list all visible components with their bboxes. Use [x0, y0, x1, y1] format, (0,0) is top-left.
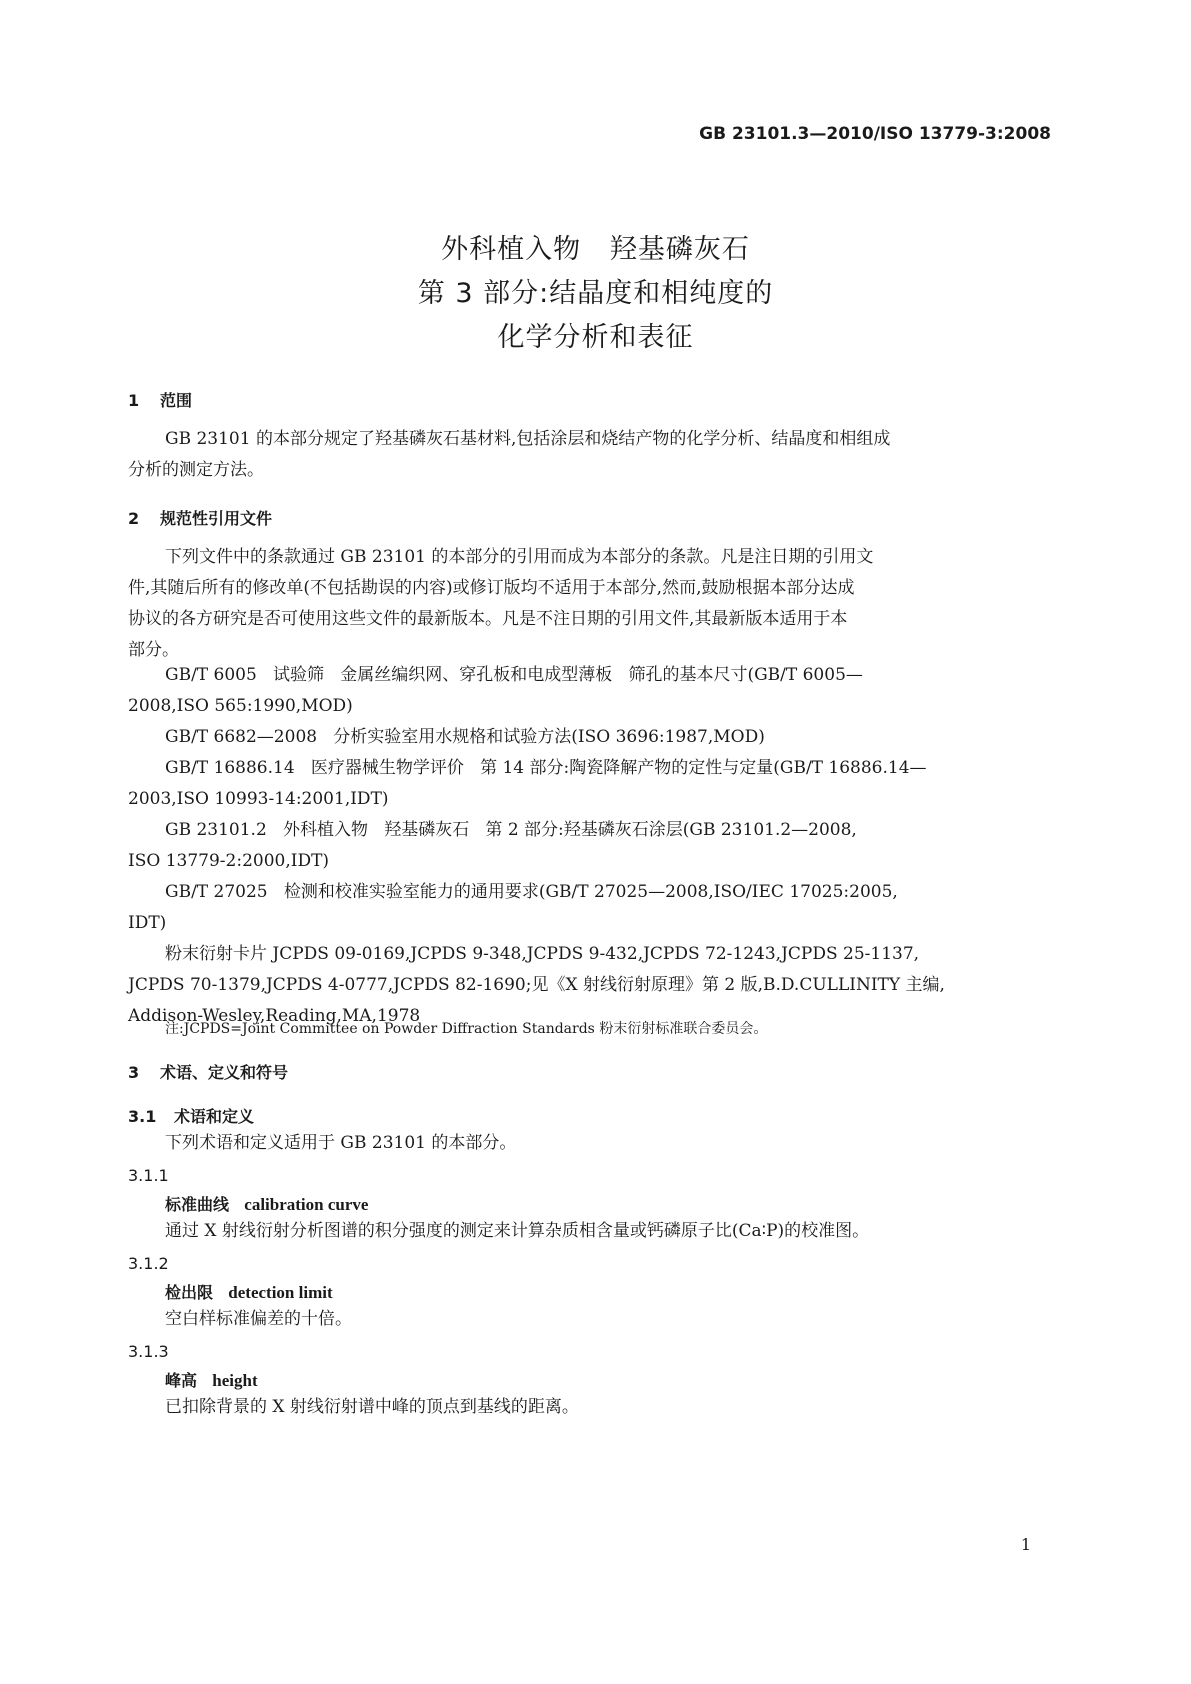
term-entry	[165, 1192, 368, 1215]
paragraph-line: 部分。	[128, 640, 179, 660]
reference-entry	[128, 722, 945, 753]
term-definition: 已扣除背景的 X 射线衍射谱中峰的顶点到基线的距离。	[165, 1397, 579, 1417]
normative-references	[128, 660, 945, 1032]
section-number: 2	[128, 509, 140, 528]
reference-entry	[128, 877, 945, 939]
section-title: 规范性引用文件	[160, 509, 273, 528]
reference-line: GB/T 27025 检测和校准实验室能力的通用要求(GB/T 27025—2008,ISO/IEC 17025:2005,	[165, 882, 898, 902]
section-3-heading	[128, 1060, 288, 1083]
section-2-intro	[128, 542, 873, 666]
reference-line: JCPDS 70-1379,JCPDS 4-0777,JCPDS 82-1690;见《X 射线衍射原理》第 2 版,B.D.CULLINITY 主编,	[128, 975, 945, 995]
reference-line: GB/T 6005 试验筛 金属丝编织网、穿孔板和电成型薄板 筛孔的基本尺寸(GB/T 6005—	[165, 665, 863, 685]
reference-line: ISO 13779-2:2000,IDT)	[128, 851, 330, 871]
reference-line: GB 23101.2 外科植入物 羟基磷灰石 第 2 部分:羟基磷灰石涂层(GB 23101.2—2008,	[165, 820, 857, 840]
reference-entry	[128, 815, 945, 877]
standard-code: GB 23101.3—2010/ISO 13779-3:2008	[699, 124, 1051, 144]
reference-line: GB/T 16886.14 医疗器械生物学评价 第 14 部分:陶瓷降解产物的定性与定量(GB/T 16886.14—	[165, 758, 927, 778]
paragraph-line: 件,其随后所有的修改单(不包括勘误的内容)或修订版均不适用于本部分,然而,鼓励根据本部分达成	[128, 578, 855, 598]
reference-line: Addison-Wesley,Reading,MA,1978	[128, 1006, 421, 1026]
reference-line: IDT)	[128, 913, 167, 933]
title-line-2: 第 3 部分:结晶度和相纯度的	[417, 278, 774, 309]
reference-line: 2003,ISO 10993-14:2001,IDT)	[128, 789, 389, 809]
term-definition: 空白样标准偏差的十倍。	[165, 1309, 352, 1329]
section-number: 3	[128, 1063, 140, 1082]
reference-note: 注:JCPDS=Joint Committee on Powder Diffraction Standards 粉末衍射标准联合委员会。	[165, 1021, 768, 1037]
paragraph-line: GB 23101 的本部分规定了羟基磷灰石基材料,包括涂层和烧结产物的化学分析、结晶度和相组成	[165, 429, 891, 449]
subsection-title: 术语和定义	[174, 1107, 255, 1126]
subsection-3-1-intro: 下列术语和定义适用于 GB 23101 的本部分。	[165, 1133, 517, 1153]
term-number: 3.1.2	[128, 1254, 169, 1273]
section-1-paragraph	[128, 424, 890, 486]
term-chinese: 峰高	[165, 1371, 198, 1390]
section-title: 术语、定义和符号	[160, 1063, 289, 1082]
term-definition: 通过 X 射线衍射分析图谱的积分强度的测定来计算杂质相含量或钙磷原子比(Ca∶P)的校准图。	[165, 1221, 870, 1241]
term-english: calibration curve	[244, 1195, 369, 1214]
document-title	[0, 228, 1191, 360]
reference-line: GB/T 6682—2008 分析实验室用水规格和试验方法(ISO 3696:1987,MOD)	[165, 727, 765, 747]
term-english: detection limit	[228, 1283, 333, 1302]
paragraph-line: 分析的测定方法。	[128, 460, 264, 480]
term-chinese: 标准曲线	[165, 1195, 230, 1214]
title-line-3: 化学分析和表征	[497, 322, 694, 353]
term-english: height	[212, 1371, 258, 1390]
reference-line: 2008,ISO 565:1990,MOD)	[128, 696, 353, 716]
reference-entry	[128, 753, 945, 815]
section-number: 1	[128, 391, 140, 410]
reference-line: 粉末衍射卡片 JCPDS 09-0169,JCPDS 9-348,JCPDS 9-432,JCPDS 72-1243,JCPDS 25-1137,	[165, 944, 920, 964]
section-2-heading	[128, 506, 272, 529]
term-number: 3.1.1	[128, 1166, 169, 1185]
reference-entry	[128, 660, 945, 722]
paragraph-line: 下列文件中的条款通过 GB 23101 的本部分的引用而成为本部分的条款。凡是注日期的引用文	[165, 547, 874, 567]
section-1-heading	[128, 388, 192, 411]
term-number: 3.1.3	[128, 1342, 169, 1361]
page-number: 1	[1020, 1535, 1031, 1554]
term-entry	[165, 1280, 333, 1303]
paragraph-line: 协议的各方研究是否可使用这些文件的最新版本。凡是不注日期的引用文件,其最新版本适用于本	[128, 609, 848, 629]
term-entry	[165, 1368, 258, 1391]
section-title: 范围	[160, 391, 193, 410]
subsection-3-1-heading	[128, 1104, 254, 1127]
term-chinese: 检出限	[165, 1283, 214, 1302]
title-line-1: 外科植入物 羟基磷灰石	[441, 234, 750, 265]
subsection-number: 3.1	[128, 1107, 157, 1126]
